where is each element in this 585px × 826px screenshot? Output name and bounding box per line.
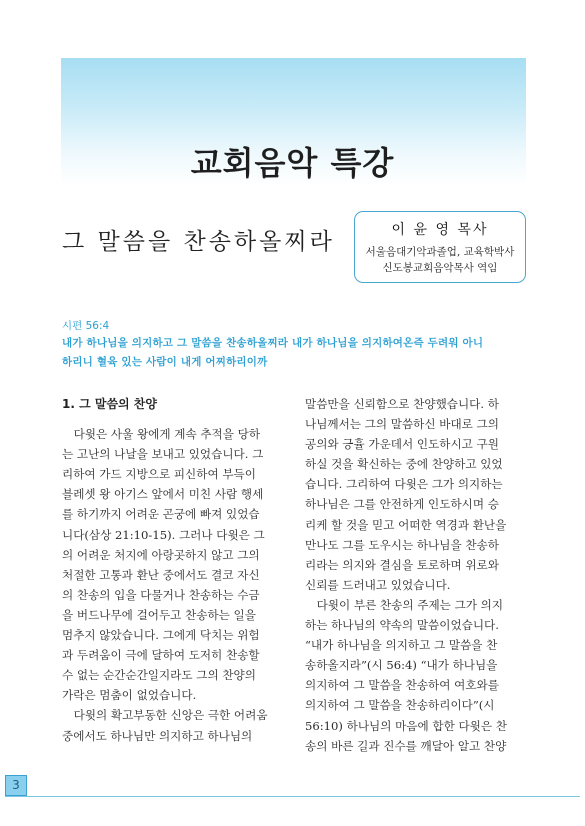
text-line: 리라는 의지와 결심을 토로하며 위로와 bbox=[305, 557, 499, 572]
author-credential: 신도봉교회음악목사 역임 bbox=[382, 262, 498, 274]
text-line: 송의 바른 길과 진수를 깨달아 알고 찬양 bbox=[305, 738, 507, 753]
footer-rule bbox=[5, 796, 580, 797]
scripture-quote bbox=[62, 334, 527, 372]
text-line: 습니다. 그리하여 다윗은 그가 의지하는 bbox=[305, 477, 503, 492]
text-line: 송하올지라”(시 56:4) “내가 하나님을 bbox=[305, 658, 498, 673]
author-name: 이 윤 영 목사 bbox=[391, 222, 489, 238]
text-line: 의지하여 그 말씀을 찬송하여 여호와를 bbox=[305, 678, 499, 693]
right-column bbox=[305, 394, 526, 756]
text-line: 하나님은 그를 안전하게 인도하시며 승 bbox=[305, 497, 499, 512]
scripture-reference: 시편 56:4 bbox=[62, 320, 110, 332]
text-line: 리케 할 것을 믿고 어떠한 역경과 환난을 bbox=[305, 517, 507, 532]
author-credential: 서울음대기악과졸업, 교육학박사 bbox=[365, 246, 515, 258]
page-title: 교회음악 특강 bbox=[190, 144, 395, 182]
text-line: 나님께서는 그의 말씀하신 바대로 그의 bbox=[305, 417, 499, 432]
text-line: 처절한 고통과 환난 중에서도 결코 자신 bbox=[62, 567, 260, 582]
text-line: 신뢰를 드러내고 있었습니다. bbox=[305, 577, 451, 592]
text-line: 의 찬송의 입을 다물거나 찬송하는 수금 bbox=[62, 587, 260, 602]
sermon-title: 그 말씀을 찬송하올찌라 bbox=[62, 229, 335, 255]
scripture-line: 하리니 혈육 있는 사람이 내게 어찌하리이까 bbox=[62, 356, 268, 368]
text-line: 다윗이 부른 찬송의 주제는 그가 의지 bbox=[305, 597, 504, 612]
text-line: 중에서도 하나님만 의지하고 하나님의 bbox=[62, 728, 253, 743]
text-line: 56:10) 하나님의 마음에 합한 다윗은 찬 bbox=[305, 718, 507, 733]
text-line: 니다(삼상 21:10-15). 그러나 다윗은 그 bbox=[62, 527, 265, 542]
text-line: 을 버드나무에 걸어두고 찬송하는 일을 bbox=[62, 607, 256, 622]
text-line: 다윗의 확고부동한 신앙은 극한 어려움 bbox=[62, 708, 268, 723]
text-line: 하실 것을 확신하는 중에 찬양하고 있었 bbox=[305, 457, 503, 472]
text-line: 를 하기까지 어려운 곤궁에 빠져 있었습 bbox=[62, 507, 260, 522]
text-line: 블레셋 왕 아기스 앞에서 미친 사람 행세 bbox=[62, 487, 264, 502]
text-line: 하는 하나님의 약속의 말씀이었습니다. bbox=[305, 618, 499, 633]
text-line: 공의와 긍휼 가운데서 인도하시고 구원 bbox=[305, 437, 499, 452]
text-line: 가락은 멈춤이 없었습니다. bbox=[62, 688, 197, 703]
text-line: “내가 하나님을 의지하고 그 말씀을 찬 bbox=[305, 638, 498, 653]
section-heading: 1. 그 말씀의 찬양 bbox=[62, 397, 157, 411]
text-line: 멈추지 않았습니다. 그에게 닥치는 위험 bbox=[62, 628, 260, 643]
text-line: 의지하여 그 말씀을 찬송하리이다”(시 bbox=[305, 698, 495, 713]
text-line: 수 없는 순간순간일지라도 그의 찬양의 bbox=[62, 668, 256, 683]
text-line: 과 두려움이 극에 달하여 도저히 찬송할 bbox=[62, 648, 260, 663]
scripture-line: 내가 하나님을 의지하고 그 말씀을 찬송하올찌라 내가 하나님을 의지하여온즉 두려워 아니 bbox=[62, 337, 484, 349]
text-line: 의 어려운 처지에 아랑곳하지 않고 그의 bbox=[62, 547, 260, 562]
text-line: 리하여 가드 지방으로 피신하여 부득이 bbox=[62, 467, 256, 482]
text-line: 만나도 그를 도우시는 하나님을 찬송하 bbox=[305, 537, 499, 552]
text-line: 다윗은 사울 왕에게 계속 추적을 당하 bbox=[62, 427, 261, 442]
left-column bbox=[62, 394, 283, 746]
text-line: 말씀만을 신뢰함으로 찬양했습니다. 하 bbox=[305, 397, 499, 411]
text-line: 는 고난의 나날을 보내고 있었습니다. 그 bbox=[62, 447, 264, 462]
author-box bbox=[354, 211, 526, 283]
page-number: 3 bbox=[5, 775, 27, 796]
